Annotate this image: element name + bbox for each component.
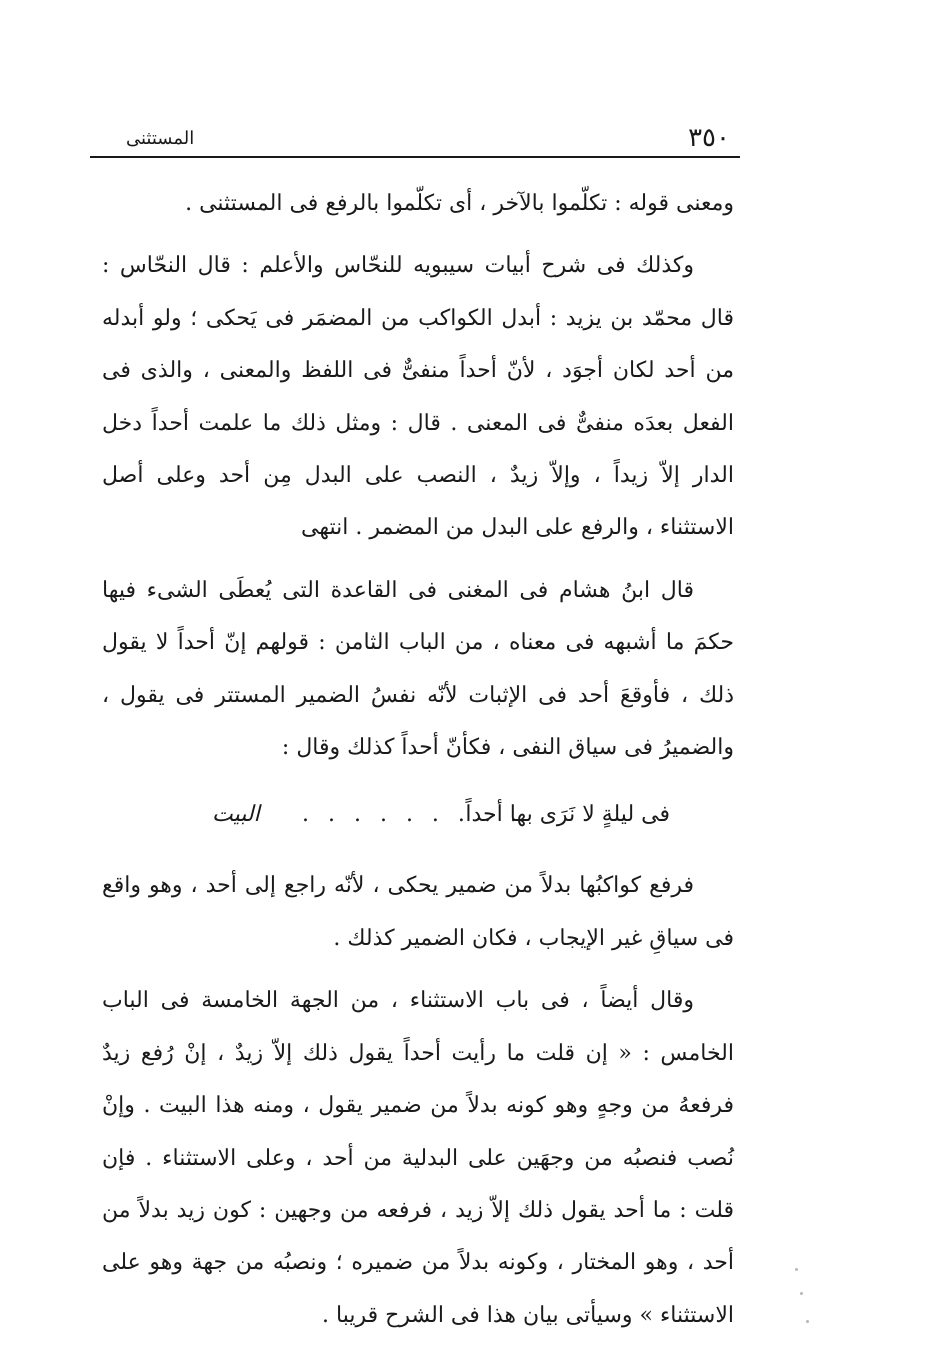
- paragraph-raf-kawakib: فرفع كواكبُها بدلاً من ضمير يحكى ، لأنّه راجع إلى أحد ، وهو واقع فى سياقِ غير الإيجاب ، فكان الضمير كذلك .: [102, 873, 734, 951]
- verse-suffix: البيت: [212, 802, 260, 828]
- scan-speck: [806, 1320, 809, 1323]
- running-title: المستثنى: [126, 128, 195, 149]
- verse-hemistich: فى ليلةٍ لا نَرَى بها أحداً: [465, 802, 670, 828]
- page-body: [102, 178, 734, 1352]
- scan-speck: [800, 1292, 803, 1295]
- page-number: ٣٥٠: [688, 123, 730, 153]
- poetry-verse: [102, 784, 734, 846]
- page-header: [90, 120, 740, 158]
- paragraph-istithna-quote: وقال أيضاً ، فى باب الاستثناء ، من الجهة الخامسة فى الباب الخامس : « إن قلت ما رأيت أحداً يقول ذلك إلاّ زيدٌ ، إنْ رُفع زيدٌ فرفعهُ من وجهٍ وهو كونه بدلاً من ضمير يقول ، ومنه هذا البيت . وإنْ نُصب فنصبُه من وجهَين على البدلية من أحد ، وعلى الاستثناء . فإن قلت : ما أحد يقول ذلك إلاّ زيد ، فرفعه من وجهين : كون زيد بدلاً من أحد ، وهو المختار ، وكونه بدلاً من ضميره ؛ ونصبُه من جهة وهو على الاستثناء » وسيأتى بيان هذا فى الشرح قريبا .: [102, 988, 734, 1328]
- verse-ellipsis: . . . . . . . . .: [302, 802, 523, 828]
- book-page: [90, 120, 740, 1328]
- scan-speck: [795, 1268, 798, 1271]
- paragraph-nahhas-quote: وكذلك فى شرح أبيات سيبويه للنحّاس والأعلم : قال النحّاس : قال محمّد بن يزيد : أبدل الكواكب من المضمَر فى يَحكى ؛ ولو أبدله من أحد لكان أجوَد ، لأنّ أحداً منفىٌّ فى اللفظ والمعنى ، والذى فى الفعل بعدَه منفىٌّ فى المعنى . قال : ومثل ذلك ما علمت أحداً دخل الدار إلاّ زيداً ، وإلاّ زيدٌ ، النصب على البدل مِن أحد وعلى أصل الاستثناء ، والرفع على البدل من المضمر . انتهى: [102, 253, 734, 541]
- paragraph-meaning: ومعنى قوله : تكلّموا بالآخر ، أى تكلّموا بالرفع فى المستثنى .: [185, 191, 734, 216]
- paragraph-ibn-hisham-quote: قال ابنُ هشام فى المغنى فى القاعدة التى يُعطَى الشىء فيها حكمَ ما أشبهه فى معناه ، من الباب الثامن : قولهم إنّ أحداً لا يقول ذلك ، فأوقعَ أحد فى الإثبات لأنّه نفسُ الضمير المستتر فى يقول ، والضميرُ فى سياق النفى ، فكأنّ أحداً كذلك وقال :: [102, 577, 734, 761]
